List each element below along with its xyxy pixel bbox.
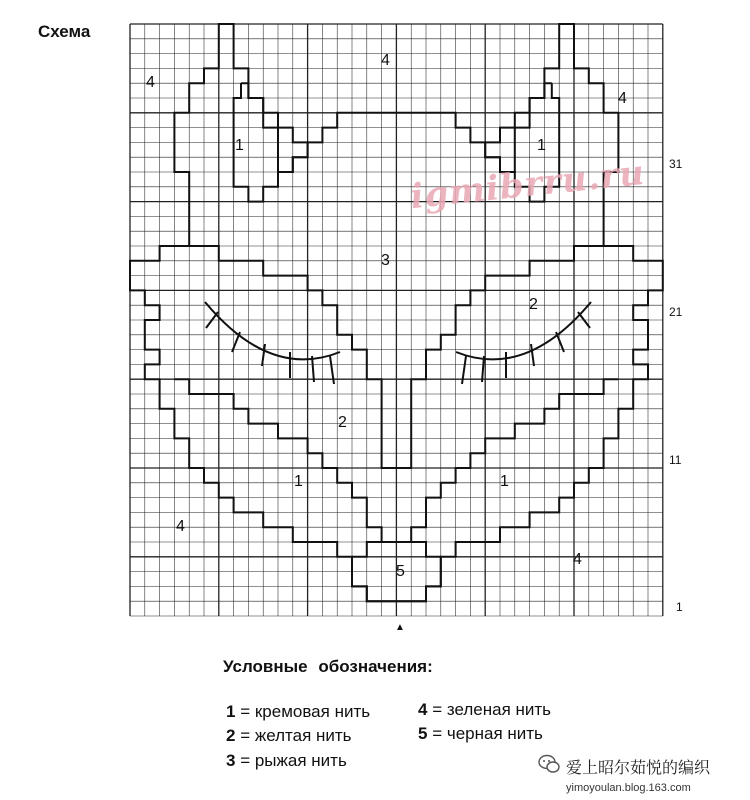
row-label: 31 <box>669 157 683 171</box>
zone-label: 2 <box>529 296 538 313</box>
zone-label: 4 <box>146 74 155 91</box>
chart-title: Схема <box>38 22 91 41</box>
legend-item: 3 = рыжая нить <box>226 751 347 770</box>
zone-label: 4 <box>618 90 627 107</box>
zone-label: 2 <box>338 414 347 431</box>
eyelashes <box>205 302 591 384</box>
legend-title: Условные обозначения: <box>223 657 433 676</box>
zone-label: 3 <box>381 252 390 269</box>
zone-label: 1 <box>294 473 303 490</box>
zone-label: 4 <box>381 52 390 69</box>
center-marker: ▲ <box>395 622 405 633</box>
watermark: igmibrru.ru <box>408 152 647 218</box>
zone-label: 5 <box>396 563 405 580</box>
eyelash <box>531 344 534 366</box>
row-label: 11 <box>669 453 682 467</box>
footer-brand: 爱上昭尔茹悦的编织 <box>566 760 711 777</box>
wechat-icon <box>538 754 560 774</box>
eyelash <box>262 344 265 366</box>
cheek-right <box>396 379 618 542</box>
zone-label: 1 <box>537 137 546 154</box>
zone-label: 4 <box>176 518 185 535</box>
zone-label: 1 <box>235 137 244 154</box>
row-label: 21 <box>669 305 683 319</box>
legend-item: 4 = зеленая нить <box>418 700 552 719</box>
eyelash <box>482 356 484 382</box>
legend-item: 5 = черная нить <box>418 724 543 743</box>
cheek-left <box>174 379 396 542</box>
eye-left <box>205 302 340 359</box>
legend-item: 2 = желтая нить <box>226 726 352 745</box>
zone-label: 4 <box>573 551 582 568</box>
eyelash <box>312 356 314 382</box>
eye-right <box>456 302 591 359</box>
footer-url: yimoyoulan.blog.163.com <box>566 782 691 794</box>
row-label: 1 <box>676 600 683 614</box>
legend-item: 1 = кремовая нить <box>226 702 371 721</box>
zone-label: 1 <box>500 473 509 490</box>
